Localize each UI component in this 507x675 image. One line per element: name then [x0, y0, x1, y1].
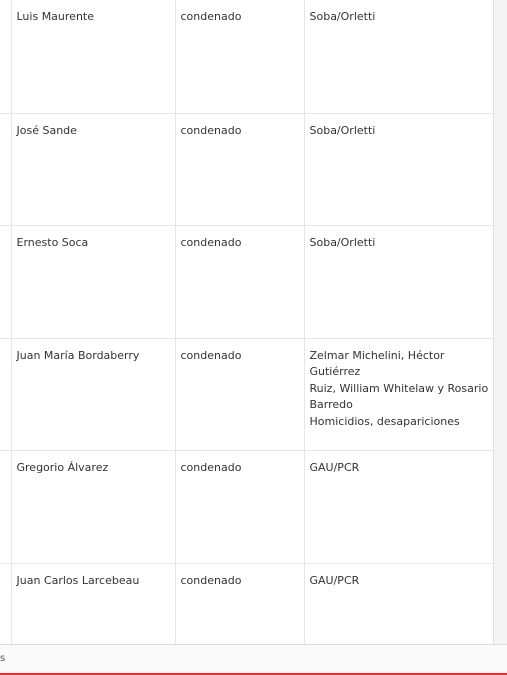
status-cell: condenado [175, 225, 304, 338]
case-line: GAU/PCR [309, 460, 360, 474]
status-cell: condenado [175, 0, 304, 113]
table-row [0, 225, 493, 338]
row-stub [0, 450, 11, 563]
table-row [0, 113, 493, 225]
name-cell: Gregorio Álvarez [11, 450, 175, 563]
case-line: Soba/Orletti [309, 123, 376, 137]
row-stub [0, 0, 11, 113]
row-stub [0, 338, 11, 450]
name-cell: José Sande [11, 113, 175, 225]
row-stub [0, 225, 11, 338]
case-line: Soba/Orletti [309, 10, 376, 23]
name-cell: Juan María Bordaberry [11, 338, 175, 450]
case-cell [304, 563, 493, 644]
case-line: Ruiz, William Whitelaw y Rosario [309, 381, 489, 395]
case-line: GAU/PCR [309, 573, 360, 587]
vertical-scrollbar[interactable] [493, 0, 507, 644]
status-cell: condenado [175, 113, 304, 225]
name-cell: Juan Carlos Larcebeau [11, 563, 175, 644]
row-stub [0, 563, 11, 644]
name-cell: Luis Maurente [11, 0, 175, 113]
case-cell [304, 338, 493, 450]
status-cell: condenado [175, 563, 304, 644]
name-cell: Ernesto Soca [11, 225, 175, 338]
status-cell: condenado [175, 338, 304, 450]
case-cell [304, 0, 493, 113]
table-row [0, 563, 493, 644]
table-row [0, 338, 493, 450]
case-cell [304, 113, 493, 225]
case-cell [304, 225, 493, 338]
table-row [0, 450, 493, 563]
status-bar [0, 644, 507, 673]
table-row [0, 0, 493, 113]
case-line: Zelmar Michelini, Héctor Gutiérrez [309, 348, 445, 378]
case-line: Homicidios, desapariciones [309, 414, 460, 428]
case-cell [304, 450, 493, 563]
row-stub [0, 113, 11, 225]
case-line: Soba/Orletti [309, 235, 376, 249]
case-line: Barredo [309, 398, 353, 411]
status-cell: condenado [175, 450, 304, 563]
status-bar-text: s [0, 653, 6, 664]
